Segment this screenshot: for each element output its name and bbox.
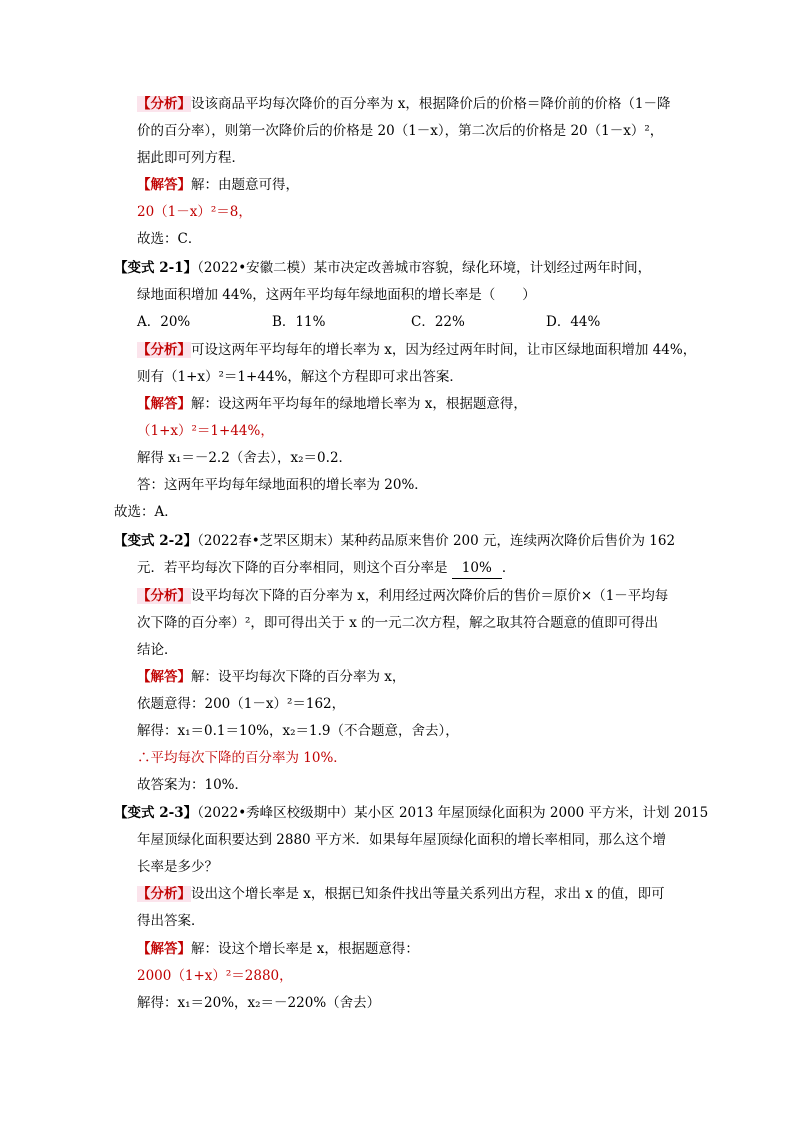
question-line: 年屋顶绿化面积要达到 2880 平方米．如果每年屋顶绿化面积的增长率相同，那么这个增 (137, 832, 666, 848)
analysis-tag: 【分析】 (137, 342, 191, 358)
analysis-tag: 【分析】 (137, 886, 191, 902)
answer-line: 【解答】解：设平均每次下降的百分率为 x， (137, 669, 406, 685)
answer-tag: 【解答】 (137, 669, 191, 685)
analysis-line: 【分析】设该商品平均每次降价的百分率为 x，根据降价后的价格＝降价前的价格（1－降 (137, 96, 671, 112)
equation-line: （1+x）²＝1+44%， (137, 423, 274, 439)
variant-tag: 【变式 2-1】 (114, 260, 198, 276)
question-line: 【变式 2-3】（2022•秀峰区校级期中）某小区 2013 年屋顶绿化面积为 2000 平方米，计划 2015 (114, 805, 709, 821)
analysis-line: 据此即可列方程． (137, 150, 245, 166)
question-line: 【变式 2-1】（2022•安徽二模）某市决定改善城市容貌，绿化环境，计划经过两年时间， (114, 260, 652, 276)
analysis-line: 结论． (137, 642, 178, 658)
fill-blank-answer: 10% (452, 558, 502, 579)
analysis-line: 【分析】可设这两年平均每年的增长率为 x，因为经过两年时间，让市区绿地面积增加 44%， (137, 342, 697, 358)
conclusion-line: 答：这两年平均每年绿地面积的增长率为 20%． (137, 477, 428, 493)
analysis-line: 次下降的百分率）²，即可得出关于 x 的一元二次方程，解之取其符合题意的值即可得出 (137, 615, 659, 631)
solution-line: 解得 x₁＝－2.2（舍去），x₂＝0.2． (137, 450, 353, 466)
answer-choice-line: 故选：A． (114, 504, 178, 520)
answer-choice-line: 故选：C． (137, 231, 202, 247)
solution-line: 解得：x₁＝20%，x₂＝－220%（舍去） (137, 995, 381, 1011)
analysis-line: 得出答案． (137, 913, 205, 929)
option-a: A．20% (137, 314, 191, 330)
final-answer-line: 故答案为：10%． (137, 777, 249, 793)
option-b: B．11% (272, 314, 326, 330)
question-line: 元．若平均每次下降的百分率相同，则这个百分率是 10% ． (137, 558, 515, 579)
analysis-line: 【分析】设出这个增长率是 x，根据已知条件找出等量关系列出方程，求出 x 的值，即可 (137, 886, 665, 902)
answer-line: 【解答】解：由题意可得， (137, 177, 299, 193)
question-line: 【变式 2-2】（2022春•芝罘区期末）某种药品原来售价 200 元，连续两次降价后售价为 162 (114, 533, 676, 549)
equation-line: 20（1－x）²＝8， (137, 204, 252, 220)
equation-line: 2000（1+x）²＝2880， (137, 968, 293, 984)
analysis-line: 价的百分率），则第一次降价后的价格是 20（1－x），第二次后的价格是 20（1－x）²， (137, 123, 664, 139)
analysis-tag: 【分析】 (137, 96, 191, 112)
answer-tag: 【解答】 (137, 941, 191, 957)
option-d: D．44% (546, 314, 601, 330)
variant-tag: 【变式 2-2】 (114, 533, 198, 549)
answer-tag: 【解答】 (137, 396, 191, 412)
equation-line: 依题意得：200（1－x）²＝162， (137, 696, 346, 712)
variant-tag: 【变式 2-3】 (114, 805, 198, 821)
option-c: C．22% (411, 314, 465, 330)
answer-line: 【解答】解：设这两年平均每年的绿地增长率为 x，根据题意得， (137, 396, 527, 412)
analysis-line: 【分析】设平均每次下降的百分率为 x，利用经过两次降价后的售价＝原价×（1－平均每 (137, 588, 669, 604)
conclusion-line: ∴平均每次下降的百分率为 10%． (137, 750, 347, 766)
question-line: 绿地面积增加 44%，这两年平均每年绿地面积的增长率是（ ） (137, 287, 536, 303)
analysis-tag: 【分析】 (137, 588, 191, 604)
analysis-line: 则有（1+x）²＝1+44%，解这个方程即可求出答案． (137, 369, 463, 385)
solution-line: 解得：x₁＝0.1＝10%，x₂＝1.9（不合题意，舍去）， (137, 723, 459, 739)
answer-line: 【解答】解：设这个增长率是 x，根据题意得： (137, 941, 419, 957)
answer-tag: 【解答】 (137, 177, 191, 193)
question-line: 长率是多少？ (137, 859, 218, 875)
